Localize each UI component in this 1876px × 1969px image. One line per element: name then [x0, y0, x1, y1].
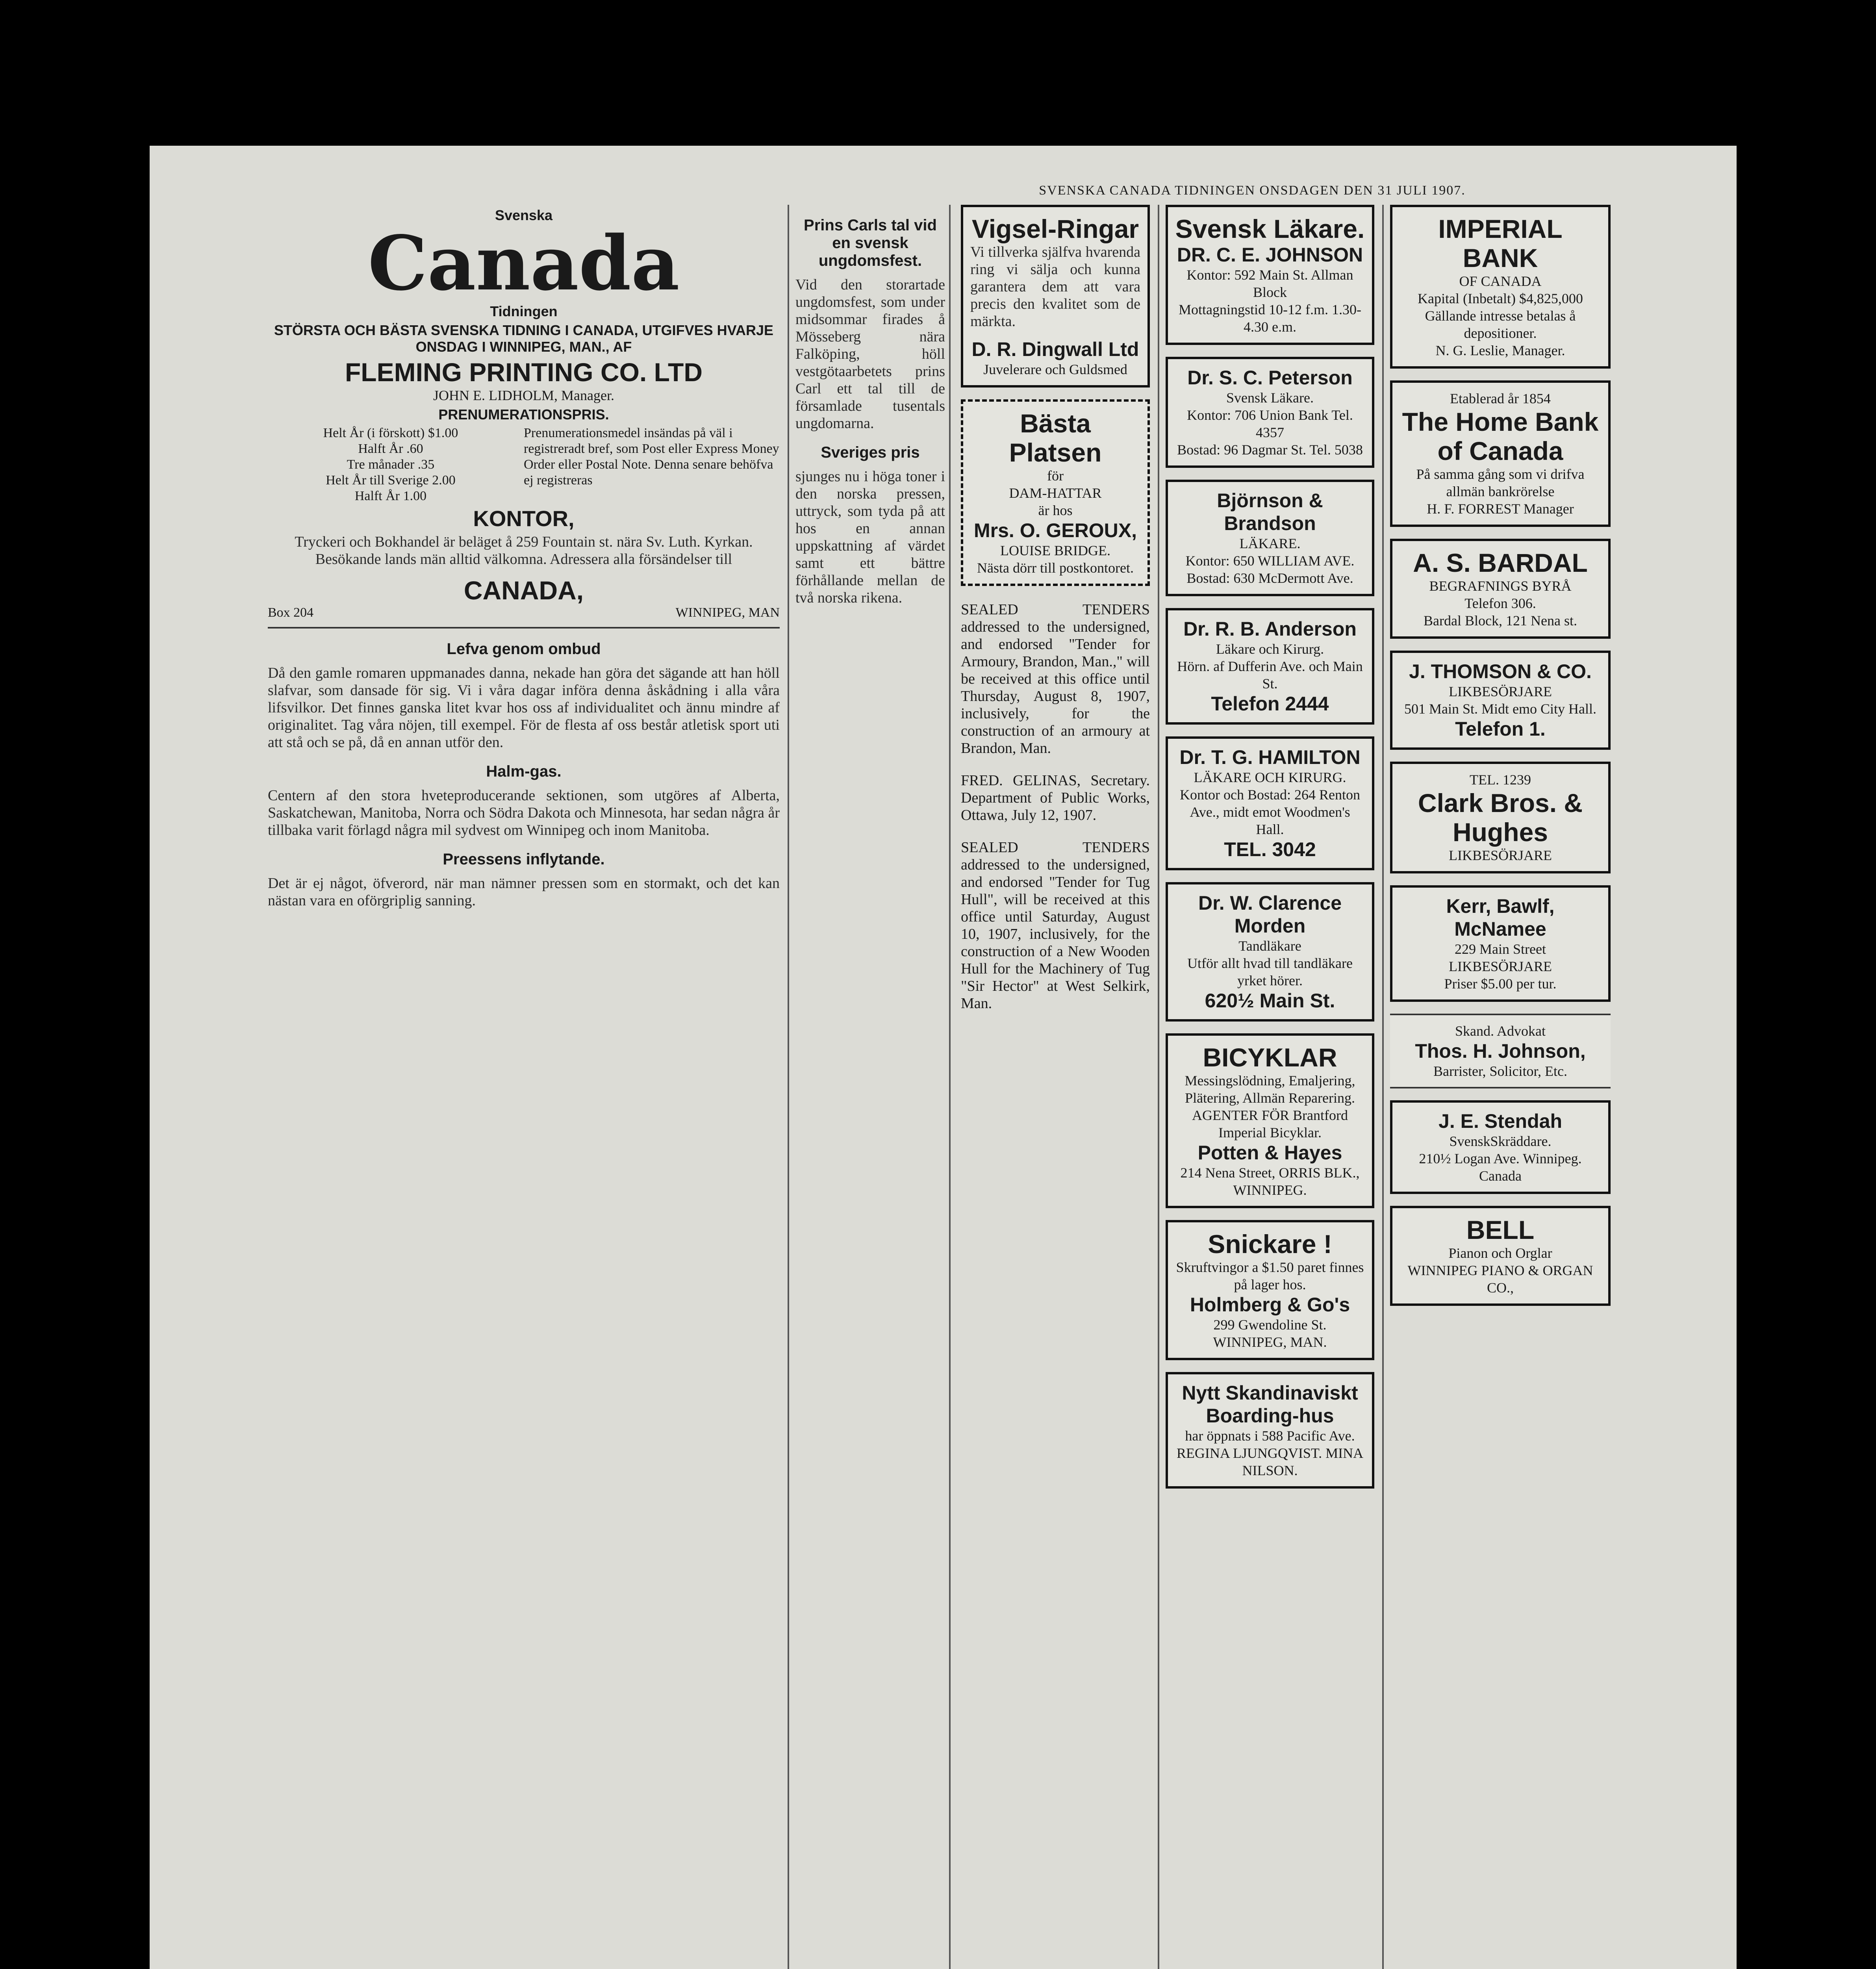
ad-kerr	[1390, 885, 1611, 1002]
ad-line: 229 Main Street	[1455, 941, 1546, 957]
ad-line: LIKBESÖRJARE	[1448, 959, 1552, 974]
ad-title: Snickare !	[1208, 1229, 1332, 1259]
ad-line: Svensk Läkare.	[1226, 390, 1314, 406]
ad-line: Kapital (Inbetalt) $4,825,000	[1418, 291, 1583, 306]
masthead-title: Canada	[368, 219, 680, 307]
ad-title: Bästa Platsen	[1009, 409, 1102, 467]
ad-bjornson	[1166, 480, 1374, 596]
rate-line: Helt År till Sverige 2.00	[326, 473, 456, 488]
ad-line: Telefon 306.	[1464, 595, 1536, 611]
ad-title: Clark Bros. & Hughes	[1418, 788, 1583, 847]
ad-seller: D. R. Dingwall Ltd	[971, 338, 1139, 360]
tenders-signature: FRED. GELINAS, Secretary. Department of Public Works, Ottawa, July 12, 1907.	[961, 772, 1150, 823]
ad-line: Bostad: 96 Dagmar St. Tel. 5038	[1177, 442, 1363, 458]
article-heading: Prins Carls tal vid en svensk ungdomsfest.	[804, 217, 937, 269]
rate-line: Tre månader .35	[347, 457, 435, 472]
manager: JOHN E. LIDHOLM, Manager.	[433, 387, 614, 403]
article-text: sjunges nu i höga toner i den norska pressen, uttryck, som tyda på att hos en annan uppskattning af värdet samt ett bättre förhållande mellan de två norska rikena.	[795, 468, 945, 606]
address-title: CANADA,	[463, 576, 584, 605]
ad-title: Dr. T. G. HAMILTON	[1179, 746, 1361, 768]
ad-line: Kontor och Bostad: 264 Renton Ave., midt emot Woodmen's Hall.	[1180, 787, 1360, 837]
article-text: Centern af den stora hveteproducerande sektionen, som utgöres af Alberta, Saskatchewan, Manitoba, Norra och Södra Dakota och Minnesota, har sedan några år tillbaka varit förlagd några mil sydvest om Winnipeg och inom Manitoba.	[268, 787, 780, 838]
ad-title: Thos. H. Johnson,	[1415, 1040, 1586, 1062]
ad-line: Skruftvingor a $1.50 paret finnes på lager hos.	[1176, 1259, 1364, 1292]
ad-line: AGENTER FÖR Brantford Imperial Bicyklar.	[1192, 1107, 1348, 1140]
ad-boarding-hus	[1166, 1372, 1374, 1489]
ad-johnson	[1166, 205, 1374, 345]
ad-line: 620½ Main St.	[1205, 990, 1335, 1012]
ad-stendah	[1390, 1100, 1611, 1194]
ad-line: SvenskSkräddare.	[1449, 1133, 1552, 1149]
ad-line: Läkare och Kirurg.	[1216, 641, 1324, 657]
ad-line: för	[1047, 468, 1064, 484]
ad-text: Vi tillverka själfva hvarenda ring vi sälja och kunna garantera dem att vara precis den kvalitet som de märkta.	[970, 244, 1140, 330]
masthead-tagline: STÖRSTA OCH BÄSTA SVENSKA TIDNING I CANADA, UTGIFVES HVARJE ONSDAG I WINNIPEG, MAN., AF	[274, 322, 774, 355]
masthead-kicker2: Tidningen	[490, 303, 558, 319]
ad-vigsel-ringar	[961, 205, 1150, 387]
rates-list	[268, 425, 513, 504]
ad-line: OF CANADA	[1459, 273, 1542, 289]
ad-kicker: Skand. Advokat	[1455, 1023, 1546, 1039]
ad-line: Telefon 1.	[1455, 718, 1546, 740]
ad-line: Kontor: 650 WILLIAM AVE.	[1185, 553, 1355, 569]
ad-line: har öppnats i 588 Pacific Ave.	[1185, 1428, 1355, 1444]
column-ads-2	[1166, 205, 1374, 1969]
ad-line: LIKBESÖRJARE	[1448, 684, 1552, 699]
article-text: Då den gamle romaren uppmanades danna, nekade han göra det sägande att han höll slafvar, som dansade för sig. Vi i våra dagar införa denna åskådning i alla våra lifsvilkor. Det finnes ganska litet kvar hos oss af individualitet och ännu mindre af originalitet. Tag våra nöjen, till exempel. För de flesta af oss består atletisk sport uti att stå och se på, då en annan utför den.	[268, 665, 780, 751]
ad-line: N. G. Leslie, Manager.	[1435, 343, 1565, 358]
rate-line: Halft År .60	[358, 441, 423, 456]
rates-note: Prenumerationsmedel insändas på väl i registreradt bref, som Post eller Express Money Order eller Postal Note. Denna senare behöfva ej registreras	[524, 426, 779, 488]
ad-line: 501 Main St. Midt emo City Hall.	[1404, 701, 1596, 717]
ad-line: H. F. FORREST Manager	[1427, 501, 1574, 517]
ad-line: Utför allt hvad till tandläkare yrket hörer.	[1187, 955, 1353, 988]
ad-title: BICYKLAR	[1203, 1043, 1337, 1072]
ad-line: LÄKARE.	[1239, 536, 1301, 551]
ad-line: Telefon 2444	[1211, 693, 1329, 715]
ad-bardal	[1390, 539, 1611, 639]
ad-line: BEGRAFNINGS BYRÅ	[1429, 578, 1572, 594]
column-rule	[1382, 205, 1384, 1969]
ad-kicker: TEL. 1239	[1470, 772, 1531, 788]
ad-line: Bostad: 630 McDermott Ave.	[1186, 570, 1353, 586]
sealed-tenders-tug: SEALED TENDERS addressed to the undersigned, and endorsed "Tender for Tug Hull", will be received at this office until Saturday, August 10, 1907, inclusively, for the construction of a New Wooden Hull for the Machinery of Tug "Sir Hector" at West Selkirk, Man.	[961, 839, 1150, 1012]
ad-title: A. S. BARDAL	[1413, 548, 1588, 577]
running-head: SVENSKA CANADA TIDNINGEN ONSDAGEN DEN 31 JULI 1907.	[1039, 183, 1466, 198]
ad-line: WINNIPEG PIANO & ORGAN CO.,	[1407, 1263, 1593, 1296]
ad-line: Nästa dörr till postkontoret.	[977, 560, 1134, 576]
article-text: Det är ej något, öfverord, när man nämner pressen som en stormakt, och det kan nästan vara en oförgriplig sanning.	[268, 875, 780, 909]
ad-line: DAM-HATTAR	[1009, 485, 1102, 501]
ad-line: Kontor: 592 Main St. Allman Block	[1186, 267, 1353, 300]
ad-line: Messingslödning, Emaljering, Plätering, Allmän Reparering.	[1185, 1073, 1355, 1106]
ad-line: LÄKARE OCH KIRURG.	[1194, 769, 1346, 785]
ad-title: Nytt Skandinaviskt Boarding-hus	[1182, 1382, 1358, 1427]
ad-name: Mrs. O. GEROUX,	[974, 519, 1137, 541]
ad-line: REGINA LJUNGQVIST. MINA NILSON.	[1176, 1445, 1364, 1478]
masthead	[268, 207, 780, 621]
ad-bell	[1390, 1206, 1611, 1306]
ad-title: Kerr, Bawlf, McNamee	[1446, 895, 1555, 940]
ad-peterson	[1166, 357, 1374, 468]
ad-line: Gällande intresse betalas å depositioner.	[1425, 308, 1576, 341]
rate-line: Halft År 1.00	[354, 489, 427, 503]
kontor-text: Tryckeri och Bokhandel är beläget å 259 Fountain st. nära Sv. Luth. Kyrkan. Besökande lands män alltid välkomna. Adressera alla försändelser till	[295, 534, 753, 567]
article-heading: Preessens inflytande.	[443, 851, 605, 868]
ad-title: Björnson & Brandson	[1217, 489, 1323, 534]
ad-title: Svensk Läkare.	[1175, 214, 1365, 243]
ad-hamilton	[1166, 736, 1374, 870]
ad-line: Priser $5.00 per tur.	[1444, 976, 1557, 992]
column-masthead	[268, 205, 780, 1969]
article-heading: Lefva genom ombud	[447, 640, 601, 658]
column-ads-3	[1390, 205, 1611, 1969]
ad-home-bank	[1390, 380, 1611, 527]
column-rule	[949, 205, 951, 1969]
ad-line: Tandläkare	[1238, 938, 1301, 954]
ad-line: Pianon och Orglar	[1448, 1245, 1552, 1261]
ad-title: The Home Bank of Canada	[1402, 407, 1599, 465]
ad-morden	[1166, 882, 1374, 1022]
masthead-kicker: Svenska	[495, 207, 553, 223]
ad-line: På samma gång som vi drifva allmän bankrörelse	[1416, 466, 1585, 499]
ad-line: Barrister, Solicitor, Etc.	[1433, 1063, 1568, 1079]
ad-line: 210½ Logan Ave. Winnipeg. Canada	[1419, 1151, 1582, 1184]
ad-line: TEL. 3042	[1224, 838, 1316, 860]
ad-title: IMPERIAL BANK	[1438, 214, 1563, 273]
ad-line: Hörn. af Dufferin Ave. och Main St.	[1177, 658, 1363, 692]
ad-line: Bardal Block, 121 Nena st.	[1424, 613, 1577, 629]
column-rule	[1158, 205, 1159, 1969]
ad-line: Kontor: 706 Union Bank Tel. 4357	[1187, 407, 1353, 440]
ad-line: 214 Nena Street, ORRIS BLK., WINNIPEG.	[1180, 1165, 1360, 1198]
ad-line: LOUISE BRIDGE.	[1000, 543, 1110, 558]
sealed-tenders-armoury: SEALED TENDERS addressed to the undersigned, and endorsed "Tender for Armoury, Brandon, Man.," will be received at this office until Thursday, August 8, 1907, inclusively, for the construction of an armoury at Brandon, Man.	[961, 601, 1150, 756]
ad-title: Vigsel-Ringar	[971, 214, 1139, 243]
ad-title: Dr. S. C. Peterson	[1187, 367, 1353, 389]
ad-basta-platsen	[961, 399, 1150, 586]
column-ads-1	[961, 205, 1150, 1969]
divider	[268, 627, 780, 629]
ad-title: J. E. Stendah	[1439, 1110, 1562, 1132]
ad-name: DR. C. E. JOHNSON	[1177, 244, 1363, 266]
ad-thomson	[1390, 651, 1611, 750]
rates-block	[268, 425, 780, 504]
kontor-heading: KONTOR,	[473, 506, 575, 531]
ad-snickare	[1166, 1220, 1374, 1360]
ad-title: Dr. R. B. Anderson	[1183, 618, 1357, 640]
column-news	[795, 205, 945, 1969]
ad-title: Dr. W. Clarence Morden	[1198, 892, 1342, 937]
newspaper-page	[150, 146, 1737, 1969]
article-heading: Halm-gas.	[486, 763, 562, 780]
ad-advokat	[1390, 1014, 1611, 1088]
publisher: FLEMING PRINTING CO. LTD	[345, 358, 703, 387]
rate-line: Helt År (i förskott) $1.00	[323, 426, 458, 440]
ad-clark-bros	[1390, 762, 1611, 873]
address-line	[268, 605, 780, 621]
ad-line: LIKBESÖRJARE	[1448, 847, 1552, 863]
ad-title: BELL	[1466, 1215, 1535, 1244]
address-box: Box 204	[268, 605, 314, 620]
ad-line: Potten & Hayes	[1198, 1142, 1342, 1164]
ad-title: J. THOMSON & CO.	[1409, 660, 1592, 682]
ad-seller-sub: Juvelerare och Guldsmed	[983, 362, 1127, 377]
address-city: WINNIPEG, MAN	[675, 605, 780, 620]
ad-line: är hos	[1038, 502, 1073, 518]
article-text: Vid den storartade ungdomsfest, som under midsommar firades å Mösseberg nära Falköping, höll vestgötaarbetets prins Carl ett tal till de församlade tusentals ungdomarna.	[795, 276, 945, 432]
ad-imperial-bank	[1390, 205, 1611, 369]
ad-bicyklar	[1166, 1033, 1374, 1208]
ad-kicker: Etablerad år 1854	[1450, 391, 1551, 406]
ad-line: Holmberg & Go's	[1190, 1294, 1350, 1316]
rates-heading: PRENUMERATIONSPRIS.	[438, 406, 609, 423]
ad-line: 299 Gwendoline St. WINNIPEG, MAN.	[1213, 1317, 1327, 1350]
article-heading: Sveriges pris	[821, 444, 920, 461]
ad-line: Mottagningstid 10-12 f.m. 1.30-4.30 e.m.	[1179, 302, 1361, 335]
column-rule	[788, 205, 789, 1969]
ad-anderson	[1166, 608, 1374, 725]
